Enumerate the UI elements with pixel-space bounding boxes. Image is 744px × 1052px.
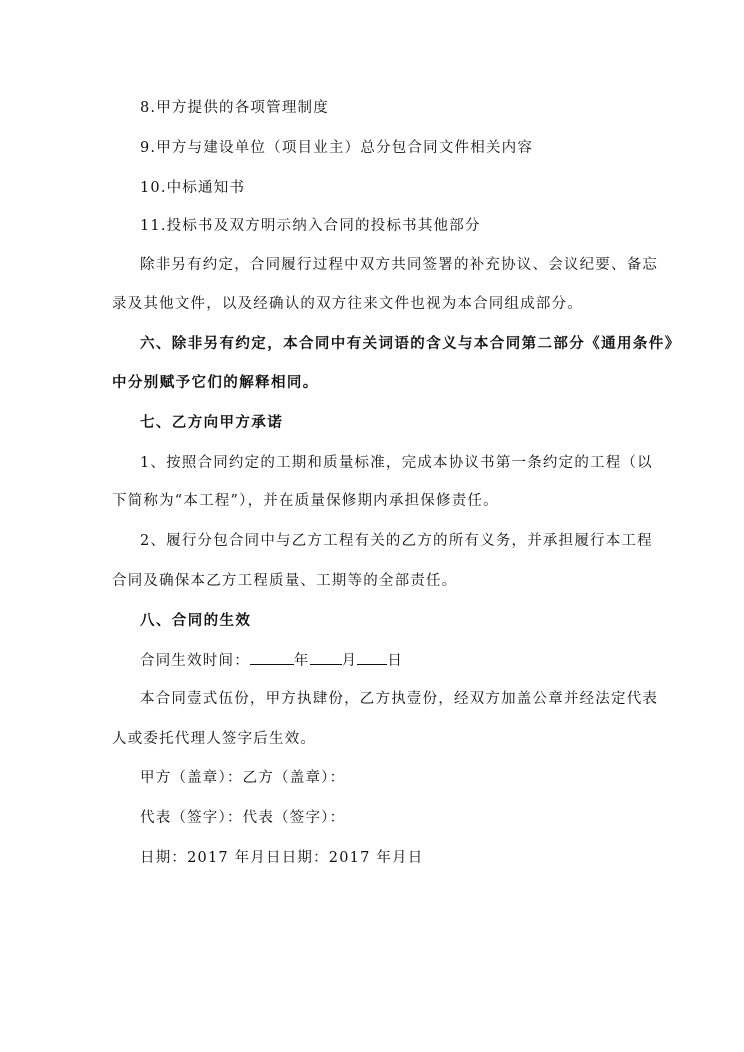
section-7-item-2-line-1: 2、履行分包合同中与乙方工程有关的乙方的所有义务，并承担履行本工程 [140,533,653,549]
contract-item-9: 9.甲方与建设单位（项目业主）总分包合同文件相关内容 [140,140,534,156]
section-7-item-1-line-1: 1、按照合同约定的工期和质量标准，完成本协议书第一条约定的工程（以 [140,455,653,471]
day-label: 日 [387,653,404,669]
month-blank [310,650,342,665]
seal-line: 甲方（盖章）：乙方（盖章）： [140,770,346,786]
section-7-item-1-line-2: 下简称为“本工程”），并在质量保修期内承担保修责任。 [112,493,499,509]
year-blank [250,650,294,665]
effective-date-label: 合同生效时间： [140,653,250,669]
year-label: 年 [293,653,310,669]
supplement-paragraph-line-1: 除非另有约定，合同履行过程中双方共同签署的补充协议、会议纪要、备忘 [140,257,659,273]
date-line: 日期：2017 年月日日期：2017 年月日 [140,850,424,866]
section-6-line-2: 中分别赋予它们的解释相同。 [112,374,319,391]
contract-item-10: 10.中标通知书 [140,180,246,196]
signature-line: 代表（签字）：代表（签字）： [140,810,346,826]
copies-paragraph-line-1: 本合同壹式伍份，甲方执肆份，乙方执壹份，经双方加盖公章并经法定代表 [140,691,659,707]
section-7-item-2-line-2: 合同及确保本乙方工程质量、工期等的全部责任。 [112,573,458,589]
supplement-paragraph-line-2: 录及其他文件，以及经确认的双方往来文件也视为本合同组成部分。 [112,296,583,312]
contract-item-8: 8.甲方提供的各项管理制度 [140,100,329,116]
section-6-line-1: 六、除非另有约定，本合同中有关词语的含义与本合同第二部分《通用条件》 [140,335,681,352]
day-blank [357,650,387,665]
section-7-heading: 七、乙方向甲方承诺 [140,414,284,431]
section-8-heading: 八、合同的生效 [140,612,252,629]
copies-paragraph-line-2: 人或委托代理人签字后生效。 [112,731,317,747]
effective-date-line [140,650,634,671]
contract-item-11: 11.投标书及双方明示纳入合同的投标书其他部分 [140,218,481,234]
month-label: 月 [341,653,358,669]
